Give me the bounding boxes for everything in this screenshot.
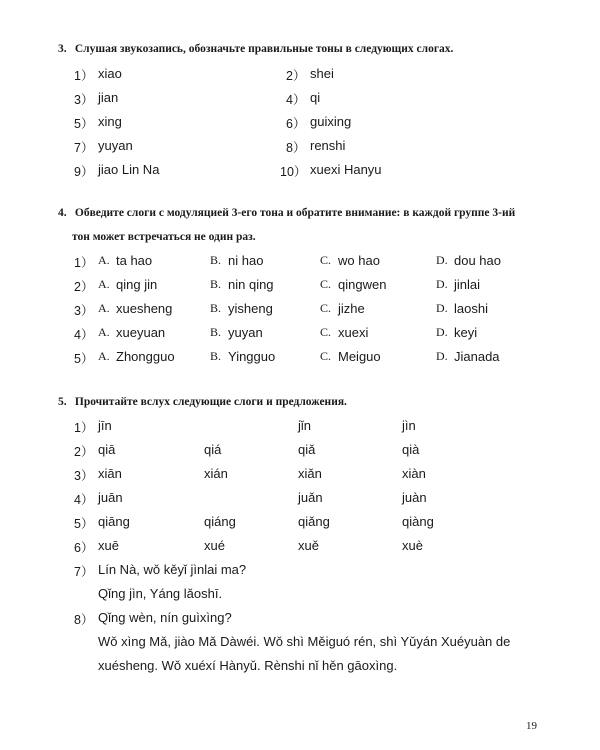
ex5-row xyxy=(0,490,600,510)
ex3-item-text: renshi xyxy=(310,138,346,153)
ex3-item-number: 4） xyxy=(286,93,306,107)
ex4-item-number: 3） xyxy=(74,304,94,318)
option-b-text: nin qing xyxy=(228,277,274,292)
exercise-3-instruction: Слушая звукозапись, обозначьте правильные тоны в следующих слогах. xyxy=(74,43,454,55)
sentence-line: xuésheng. Wǒ xuéxí Hànyǔ. Rènshi nǐ hěn gāoxìng. xyxy=(98,658,398,673)
ex5-item-number: 7） xyxy=(74,565,94,579)
option-c-text: xuexi xyxy=(338,325,369,340)
ex4-row xyxy=(0,253,600,273)
syllable-tone1: jīn xyxy=(98,418,112,433)
ex3-item-number: 9） xyxy=(74,165,94,179)
option-d-text: Jianada xyxy=(454,349,500,364)
syllable-tone4: juàn xyxy=(402,490,427,505)
syllable-tone3: juǎn xyxy=(298,490,323,505)
ex5-row xyxy=(0,538,600,558)
ex3-row xyxy=(0,114,600,134)
exercise-5-instruction: Прочитайте вслух следующие слоги и предложения. xyxy=(74,396,347,408)
ex3-item-text: qi xyxy=(310,90,321,105)
syllable-tone3: qiǎng xyxy=(298,514,330,529)
ex3-item-text: shei xyxy=(310,66,334,81)
sentence-line: Lín Nà, wǒ kěyǐ jìnlai ma? xyxy=(98,562,247,577)
option-b-text: yuyan xyxy=(228,325,263,340)
exercise-4-instruction-line2: тон может встречаться не один раз. xyxy=(72,231,256,243)
ex3-item-text: guixing xyxy=(310,114,352,129)
option-b-text: ni hao xyxy=(228,253,264,268)
syllable-tone3: xiǎn xyxy=(298,466,322,481)
syllable-tone2: xián xyxy=(204,466,228,481)
option-d-text: laoshi xyxy=(454,301,488,316)
option-c-text: qingwen xyxy=(338,277,387,292)
ex3-item-text: xing xyxy=(98,114,122,129)
ex3-row xyxy=(0,90,600,110)
option-a-text: ta hao xyxy=(116,253,153,268)
page-number: 19 xyxy=(526,720,537,732)
ex4-row xyxy=(0,277,600,297)
sentence-line: Qǐng wèn, nín guìxìng? xyxy=(98,610,232,625)
ex3-item-number: 10） xyxy=(280,165,307,179)
exercise-4-title xyxy=(58,207,515,219)
exercise-3-title xyxy=(58,43,453,55)
ex5-row xyxy=(0,418,600,438)
syllable-tone2: xué xyxy=(204,538,225,553)
option-letter-d: D. xyxy=(436,325,448,339)
ex3-row xyxy=(0,66,600,86)
exercise-3-number: 3. xyxy=(58,43,67,55)
syllable-tone1: qiā xyxy=(98,442,116,457)
ex3-item-text: xiao xyxy=(98,66,122,81)
option-letter-b: B. xyxy=(210,325,222,339)
ex3-row xyxy=(0,138,600,158)
ex5-item-number: 1） xyxy=(74,421,94,435)
option-c-text: Meiguo xyxy=(338,349,381,364)
option-letter-d: D. xyxy=(436,349,448,363)
ex3-item-number: 5） xyxy=(74,117,94,131)
option-letter-d: D. xyxy=(436,277,448,291)
option-letter-c: C. xyxy=(320,253,332,267)
option-letter-c: C. xyxy=(320,349,332,363)
sentence-line: Qǐng jìn, Yáng lǎoshī. xyxy=(98,586,223,601)
ex3-item-number: 1） xyxy=(74,69,94,83)
syllable-tone3: jǐn xyxy=(298,418,312,433)
ex3-item-text: jiao Lin Na xyxy=(98,162,160,177)
option-letter-a: A. xyxy=(98,349,110,363)
option-letter-d: D. xyxy=(436,301,448,315)
ex3-item-text: yuyan xyxy=(98,138,133,153)
ex4-item-number: 2） xyxy=(74,280,94,294)
syllable-tone1: juān xyxy=(98,490,123,505)
syllable-tone4: xiàn xyxy=(402,466,426,481)
ex5-sentence-8 xyxy=(0,610,600,630)
ex3-item-text: xuexi Hanyu xyxy=(310,162,382,177)
syllable-tone4: jìn xyxy=(402,418,416,433)
option-letter-a: A. xyxy=(98,277,110,291)
option-letter-b: B. xyxy=(210,301,222,315)
option-a-text: xueyuan xyxy=(116,325,166,340)
ex3-item-text: jian xyxy=(98,90,119,105)
ex5-row xyxy=(0,514,600,534)
option-d-text: jinlai xyxy=(454,277,481,292)
syllable-tone4: xuè xyxy=(402,538,423,553)
sentence-line: Wǒ xìng Mǎ, jiào Mǎ Dàwéi. Wǒ shì Měiguó rén, shì Yǔyán Xuéyuàn de xyxy=(98,634,511,649)
syllable-tone3: qiǎ xyxy=(298,442,316,457)
syllable-tone1: xuē xyxy=(98,538,119,553)
option-letter-b: B. xyxy=(210,253,222,267)
syllable-tone1: xiān xyxy=(98,466,122,481)
exercise-5-title xyxy=(58,396,347,408)
ex3-item-number: 3） xyxy=(74,93,94,107)
ex4-item-number: 4） xyxy=(74,328,94,342)
syllable-tone4: qiàng xyxy=(402,514,434,529)
option-letter-c: C. xyxy=(320,325,332,339)
option-letter-a: A. xyxy=(98,301,110,315)
ex4-row xyxy=(0,325,600,345)
ex3-item-number: 8） xyxy=(286,141,306,155)
option-c-text: jizhe xyxy=(338,301,365,316)
ex5-item-number: 6） xyxy=(74,541,94,555)
option-c-text: wo hao xyxy=(338,253,380,268)
option-letter-c: C. xyxy=(320,277,332,291)
option-b-text: yisheng xyxy=(228,301,273,316)
option-a-text: Zhongguo xyxy=(116,349,175,364)
ex5-item-number: 4） xyxy=(74,493,94,507)
syllable-tone3: xuě xyxy=(298,538,319,553)
option-letter-c: C. xyxy=(320,301,332,315)
ex4-row xyxy=(0,349,600,369)
option-letter-b: B. xyxy=(210,277,222,291)
ex5-item-number: 5） xyxy=(74,517,94,531)
ex5-row xyxy=(0,466,600,486)
option-d-text: keyi xyxy=(454,325,478,340)
ex3-item-number: 7） xyxy=(74,141,94,155)
ex5-row xyxy=(0,442,600,462)
syllable-tone2: qiáng xyxy=(204,514,236,529)
ex5-item-number: 2） xyxy=(74,445,94,459)
option-letter-b: B. xyxy=(210,349,222,363)
syllable-tone4: qià xyxy=(402,442,420,457)
ex4-row xyxy=(0,301,600,321)
ex5-item-number: 8） xyxy=(74,613,94,627)
option-d-text: dou hao xyxy=(454,253,501,268)
ex4-item-number: 5） xyxy=(74,352,94,366)
ex3-item-number: 2） xyxy=(286,69,306,83)
ex5-item-number: 3） xyxy=(74,469,94,483)
option-letter-a: A. xyxy=(98,253,110,267)
syllable-tone1: qiāng xyxy=(98,514,130,529)
option-a-text: xuesheng xyxy=(116,301,173,316)
ex4-item-number: 1） xyxy=(74,256,94,270)
option-letter-d: D. xyxy=(436,253,448,267)
syllable-tone2: qiá xyxy=(204,442,222,457)
ex3-item-number: 6） xyxy=(286,117,306,131)
option-letter-a: A. xyxy=(98,325,110,339)
exercise-4-number: 4. xyxy=(58,207,67,219)
ex3-row xyxy=(0,162,600,182)
option-b-text: Yingguo xyxy=(228,349,276,364)
exercise-4-instruction-line1: Обведите слоги с модуляцией 3-его тона и обратите внимание: в каждой группе 3-ий xyxy=(74,207,516,219)
ex5-sentence-7 xyxy=(0,562,600,582)
exercise-5-number: 5. xyxy=(58,396,67,408)
option-a-text: qing jin xyxy=(116,277,158,292)
